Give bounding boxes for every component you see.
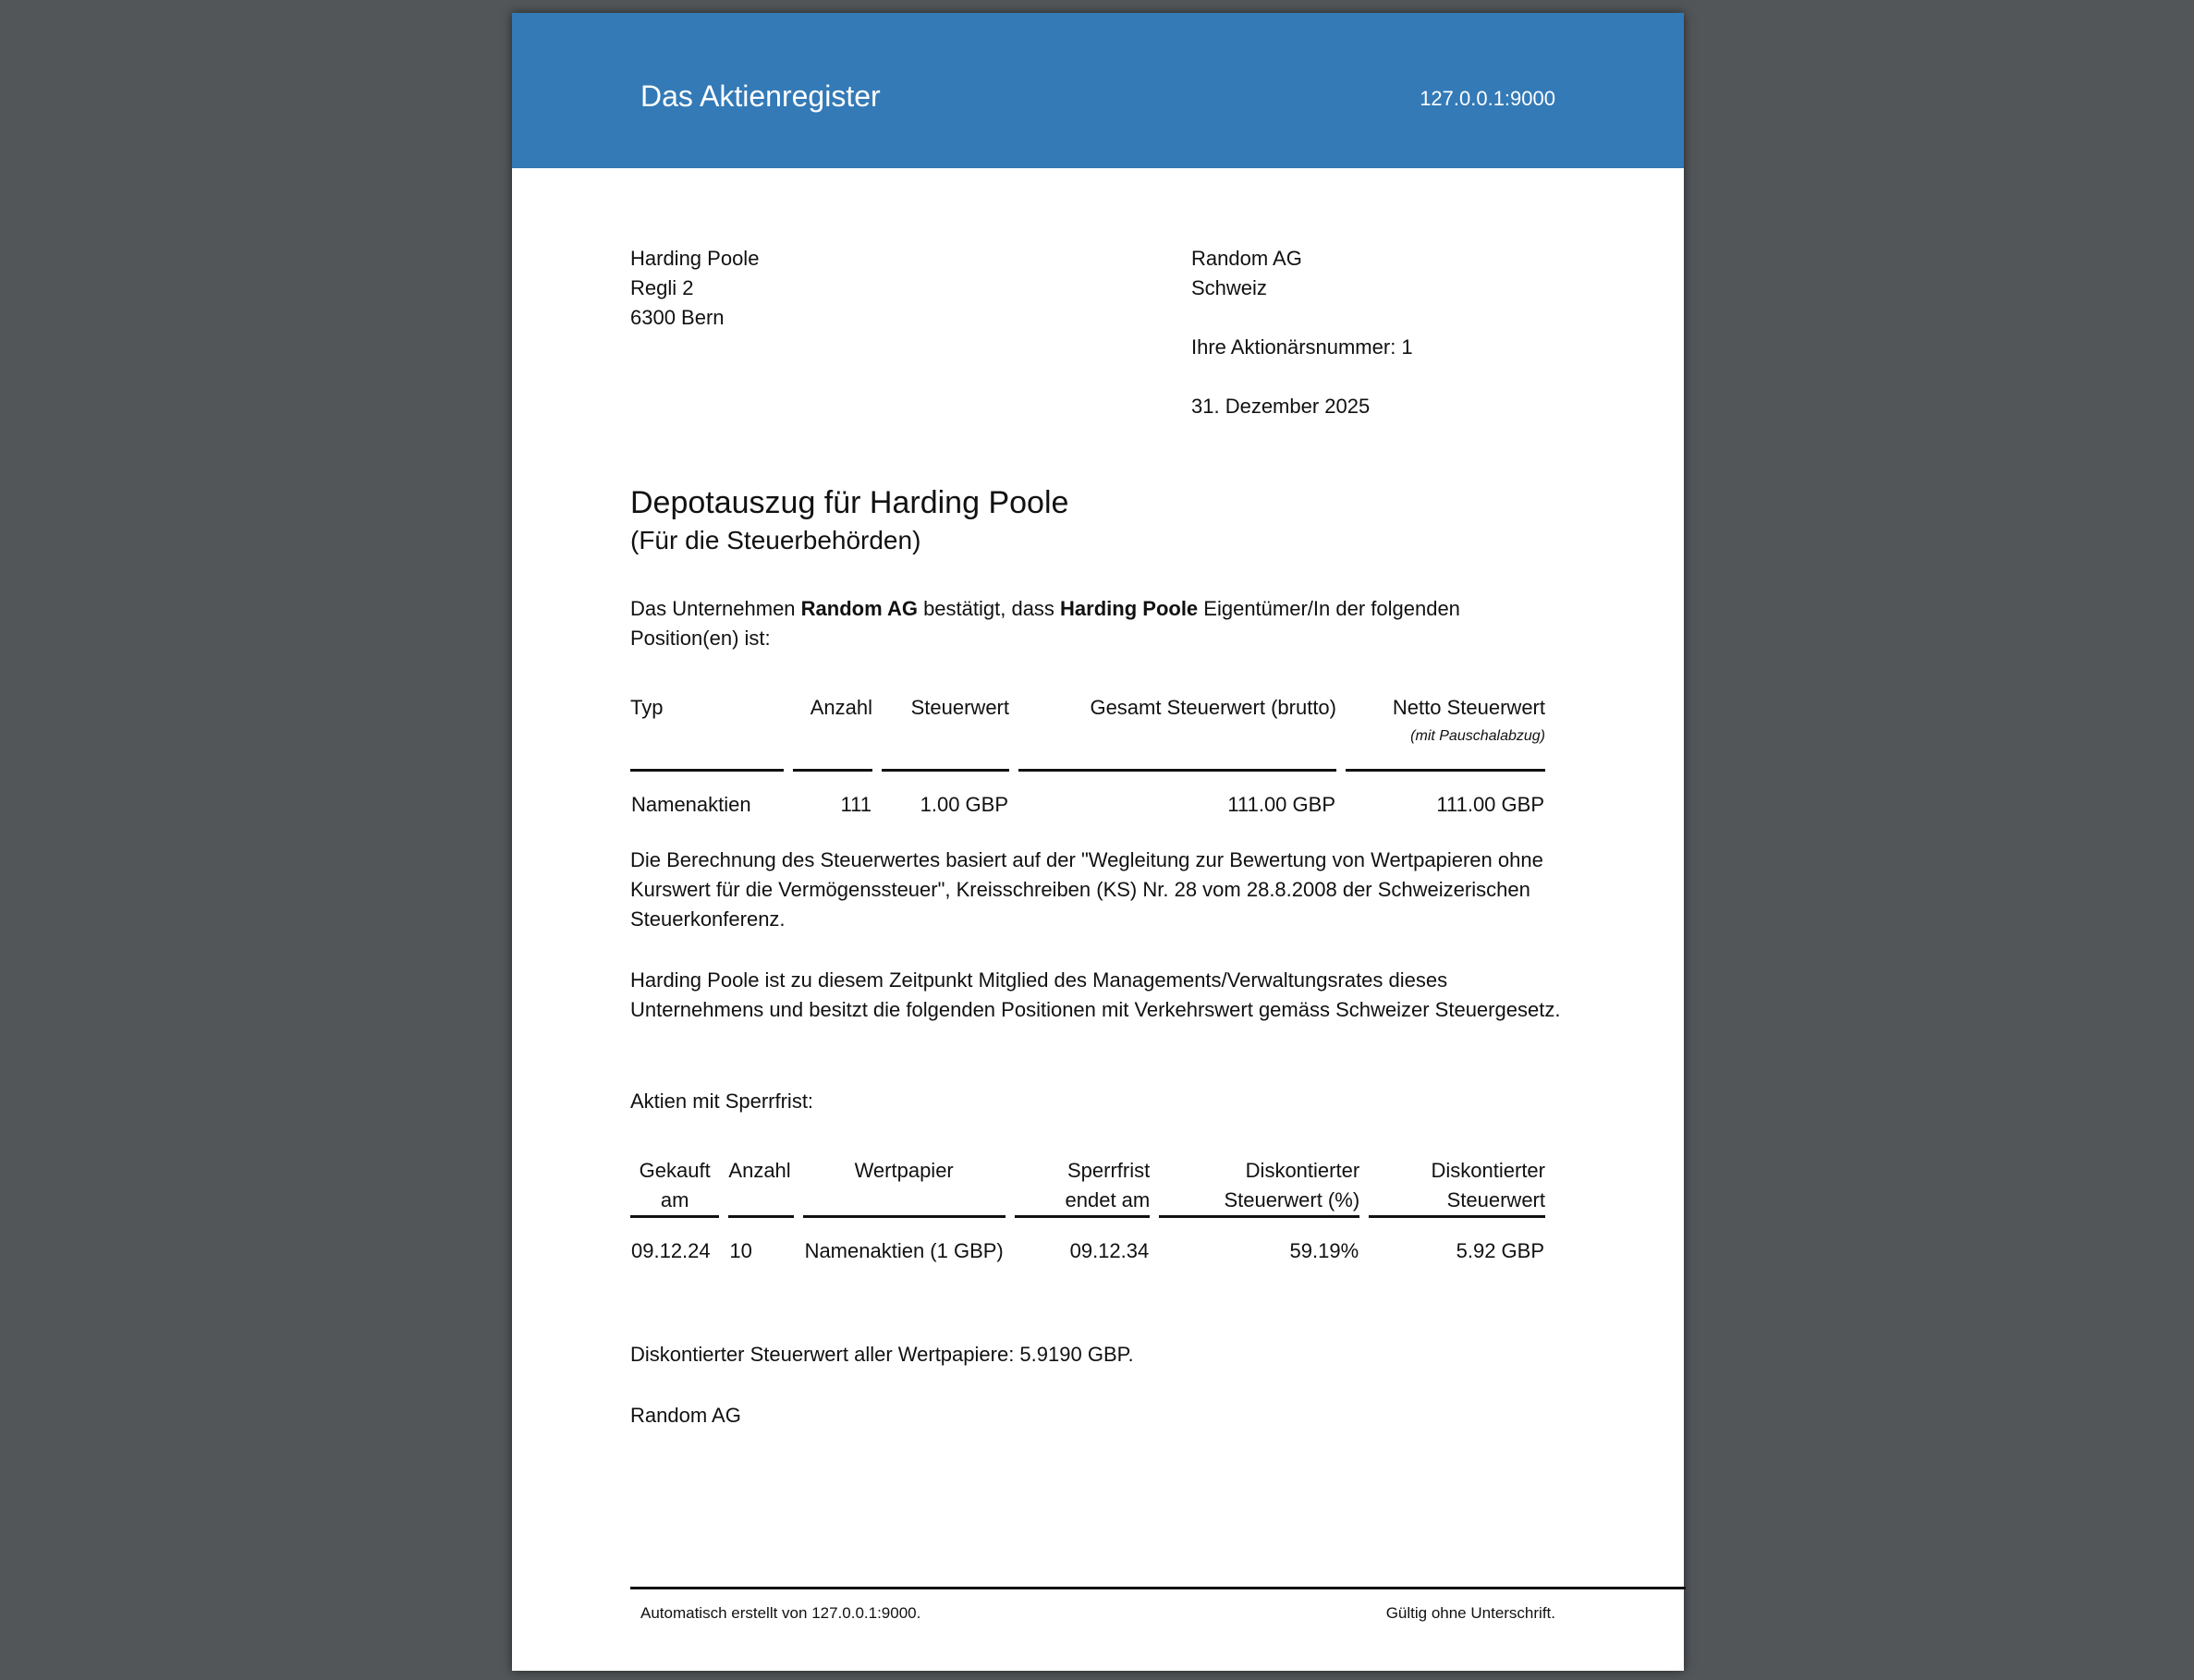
net-label: Netto Steuerwert <box>1392 696 1545 719</box>
intro-middle: bestätigt, dass <box>917 597 1061 620</box>
shareholder-number: Ihre Aktionärsnummer: 1 <box>1191 335 1413 359</box>
col-header-security: Wertpapier <box>803 1156 1006 1218</box>
calculation-paragraph: Die Berechnung des Steuerwertes basiert auf der "Wegleitung zur Bewertung von Wertpapieren ohne Kurswert für die Vermögenssteuer", Kreisschreiben (KS) Nr. 28 vom 28.8.2008 der Schweizerischen Steuerkonferenz. <box>630 848 1543 931</box>
col-header-count: Anzahl <box>793 693 872 772</box>
table-row <box>630 772 1545 821</box>
footer-divider <box>630 1587 1686 1589</box>
col-header-bought: Gekauft am <box>630 1156 719 1218</box>
intro-paragraph <box>630 594 1564 653</box>
locked-header-row <box>630 1156 1545 1218</box>
document-page <box>512 13 1684 1671</box>
cell-tax-value: 1.00 GBP <box>920 793 1008 816</box>
intro-company: Random AG <box>800 597 918 620</box>
table-row <box>630 1218 1545 1267</box>
cell-net: 111.00 GBP <box>1436 793 1544 816</box>
positions-table <box>621 693 1554 821</box>
recipient-name: Harding Poole <box>630 247 760 270</box>
col-header-discount-pct: Diskontierter Steuerwert (%) <box>1159 1156 1359 1218</box>
footer-generated-note: Automatisch erstellt von 127.0.0.1:9000. <box>640 1604 921 1622</box>
col-header-tax-value: Steuerwert <box>882 693 1009 772</box>
cell-bought: 09.12.24 <box>631 1239 711 1262</box>
col-header-net <box>1346 693 1545 772</box>
net-note: (mit Pauschalabzug) <box>1410 728 1545 744</box>
cell-security: Namenaktien (1 GBP) <box>804 1239 1004 1262</box>
sender-country: Schweiz <box>1191 276 1267 299</box>
cell-type: Namenaktien <box>631 793 751 816</box>
management-paragraph: Harding Poole ist zu diesem Zeitpunkt Mitglied des Managements/Verwaltungsrates dieses Unternehmens und besitzt die folgenden Positionen mit Verkehrswert gemäss Schweizer Steuergesetz. <box>630 968 1561 1021</box>
total-discounted-value: Diskontierter Steuerwert aller Wertpapiere: 5.9190 GBP. <box>630 1343 1134 1366</box>
col-header-type: Typ <box>630 693 784 772</box>
document-subtitle: (Für die Steuerbehörden) <box>630 526 921 554</box>
app-title: Das Aktienregister <box>640 79 881 113</box>
col-header-discount-value: Diskontierter Steuerwert <box>1369 1156 1545 1218</box>
sender-block <box>1191 244 1413 421</box>
document-title: Depotauszug für Harding Poole <box>630 485 1069 520</box>
col-header-lock-end: Sperrfrist endet am <box>1015 1156 1151 1218</box>
sender-company: Random AG <box>1191 247 1302 270</box>
cell-locked-count: 10 <box>729 1239 752 1262</box>
cell-lock-end: 09.12.34 <box>1069 1239 1150 1262</box>
host-label: 127.0.0.1:9000 <box>1420 87 1555 110</box>
intro-suffix: Eigentümer/In der folgenden Position(en) ist: <box>630 597 1460 650</box>
col-header-total-gross: Gesamt Steuerwert (brutto) <box>1018 693 1336 772</box>
cell-discount-value: 5.92 GBP <box>1456 1239 1544 1262</box>
statement-date: 31. Dezember 2025 <box>1191 395 1371 418</box>
intro-prefix: Das Unternehmen <box>630 597 801 620</box>
cell-total-gross: 111.00 GBP <box>1227 793 1335 816</box>
recipient-address <box>630 244 759 333</box>
locked-shares-table <box>621 1156 1554 1267</box>
cell-discount-pct: 59.19% <box>1289 1239 1359 1262</box>
signature-company: Random AG <box>630 1404 741 1427</box>
intro-holder: Harding Poole <box>1060 597 1199 620</box>
recipient-street: Regli 2 <box>630 276 694 299</box>
locked-shares-label: Aktien mit Sperrfrist: <box>630 1090 814 1113</box>
recipient-city: 6300 Bern <box>630 306 725 329</box>
positions-header-row <box>630 693 1545 772</box>
footer-validity-note: Gültig ohne Unterschrift. <box>1385 1604 1555 1622</box>
cell-count: 111 <box>840 793 872 816</box>
header-banner <box>512 13 1684 168</box>
col-header-locked-count: Anzahl <box>728 1156 793 1218</box>
